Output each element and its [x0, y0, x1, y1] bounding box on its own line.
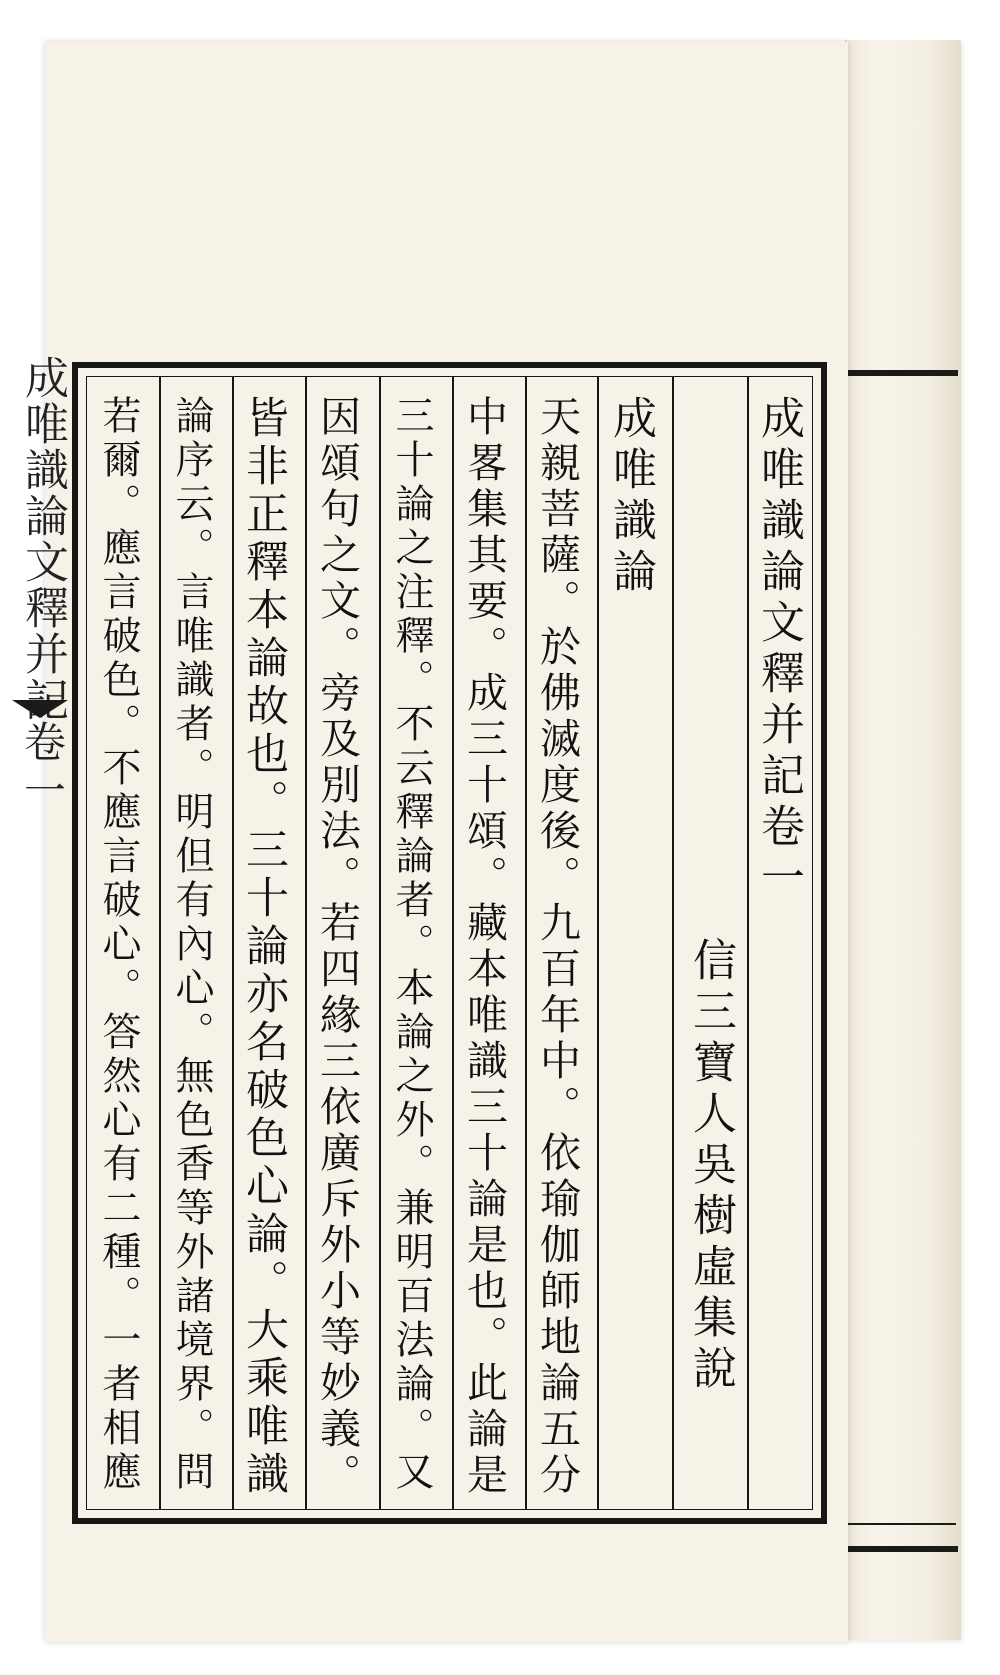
column-rule — [747, 377, 749, 1509]
book-spine — [10, 355, 68, 1095]
column-rule — [452, 377, 454, 1509]
column-rule — [305, 377, 307, 1509]
spine-volume: 卷一 — [18, 720, 67, 816]
section-heading: 成唯識論 — [605, 395, 656, 599]
text-column: 因頌句之文。旁及別法。若四緣三依廣斥外小等妙義。 — [313, 395, 361, 1499]
column-rule — [597, 377, 599, 1509]
column-rule — [159, 377, 161, 1509]
author-line: 信三寶人吳樹虛集說 — [685, 937, 736, 1396]
back-page-frame — [843, 370, 958, 1552]
text-frame — [72, 362, 827, 1524]
text-column: 天親菩薩。於佛滅度後。九百年中。依瑜伽師地論五分 — [533, 395, 581, 1499]
text-column: 皆非正釋本論故也。三十論亦名破色心論。大乘唯識 — [239, 395, 289, 1499]
text-column: 中畧集其要。成三十頌。藏本唯識三十論是也。此論是 — [460, 395, 508, 1499]
column-rule — [525, 377, 527, 1509]
spine-title: 成唯識論文釋并記 — [17, 355, 68, 723]
fish-tail-mark — [12, 700, 68, 718]
title-column: 成唯識論文釋并記卷一 — [753, 395, 804, 905]
text-column: 三十論之注釋。不云釋論者。本論之外。兼明百法論。又 — [389, 395, 434, 1495]
text-frame-inner — [86, 376, 813, 1510]
column-rule — [232, 377, 234, 1509]
text-column: 若爾。應言破色。不應言破心。答然心有二種。一者相應 — [96, 395, 141, 1495]
back-page-rule — [840, 1523, 956, 1525]
text-column: 論序云。言唯識者。明但有內心。無色香等外諸境界。問 — [169, 395, 214, 1495]
column-rule — [379, 377, 381, 1509]
column-rule — [672, 377, 674, 1509]
